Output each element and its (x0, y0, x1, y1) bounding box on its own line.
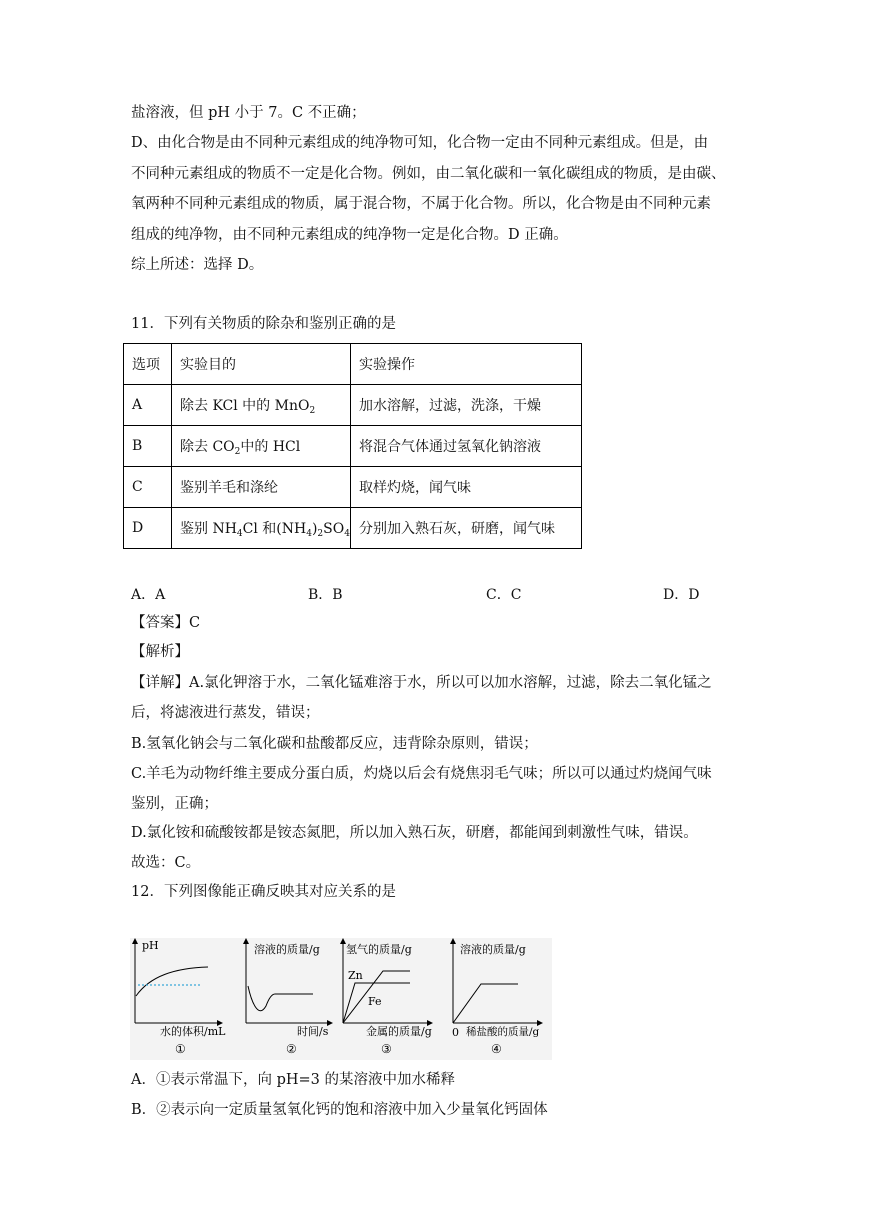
choice-d: D．D (663, 587, 700, 603)
choice-a: A．A (131, 587, 166, 603)
graph-number: ③ (381, 1042, 392, 1056)
origin-label: 0 (452, 1026, 459, 1039)
question-11-stem: 11．下列有关物质的除杂和鉴别正确的是 (131, 316, 396, 332)
option-b: B．②表示向一定质量氢氧化钙的饱和溶液中加入少量氧化钙固体 (131, 1102, 548, 1118)
choice-b: B．B (308, 587, 343, 603)
table-row (124, 467, 582, 508)
table-cell: 鉴别羊毛和涤纶 (172, 467, 351, 508)
x-label: 水的体积/mL (160, 1025, 226, 1038)
analysis-line: 【详解】A.氯化钾溶于水，二氧化锰难溶于水，所以可以加水溶解，过滤，除去二氧化锰之 (131, 675, 712, 691)
table-cell: 除去 $CO_2$中的 HCl (172, 426, 351, 467)
table-cell: 取样灼烧，闻气味 (350, 467, 581, 508)
answer: 【答案】C (131, 615, 201, 631)
zn-label: Zn (348, 969, 363, 982)
table-cell: 将混合气体通过氢氧化钠溶液 (350, 426, 581, 467)
analysis-line: 故选：C。 (131, 855, 201, 871)
table-cell: C (124, 467, 172, 508)
text-line: 氧两种不同种元素组成的物质，属于混合物，不属于化合物。所以，化合物是由不同种元素 (131, 196, 711, 212)
text-line: 盐溶液，但 pH 小于 7。C 不正确； (131, 105, 366, 121)
analysis-line: 后，将滤液进行蒸发，错误； (131, 705, 320, 721)
analysis-title: 【解析】 (131, 644, 189, 660)
table-header: 选项 (124, 344, 172, 385)
table-cell: B (124, 426, 172, 467)
text-line: 不同种元素组成的物质不一定是化合物。例如，由二氧化碳和一氧化碳组成的物质，是由碳、 (131, 166, 726, 182)
graph-number: ④ (491, 1042, 502, 1056)
y-label: pH (142, 939, 159, 952)
graph-number: ① (175, 1042, 186, 1056)
table-cell: A (124, 385, 172, 426)
table-header: 实验目的 (172, 344, 351, 385)
table-cell: 分别加入熟石灰，研磨，闻气味 (350, 508, 581, 549)
x-label: 金属的质量/g (366, 1025, 432, 1038)
x-label: 稀盐酸的质量/g (466, 1026, 540, 1038)
y-label: 溶液的质量/g (460, 943, 526, 956)
question-12-stem: 12．下列图像能正确反映其对应关系的是 (131, 884, 396, 900)
graph-number: ② (286, 1042, 297, 1056)
table-row (124, 385, 582, 426)
y-label: 溶液的质量/g (254, 943, 320, 956)
text-line: 综上所述：选择 D。 (131, 257, 264, 273)
options-table (123, 343, 582, 549)
table-cell: 鉴别 $NH_4Cl$ 和$(NH_4)_2SO_4$ (172, 508, 351, 549)
fe-label: Fe (368, 995, 382, 1008)
option-a: A．①表示常温下，向 pH=3 的某溶液中加水稀释 (131, 1072, 455, 1088)
table-cell: D (124, 508, 172, 549)
table-header: 实验操作 (350, 344, 581, 385)
table-row (124, 508, 582, 549)
x-label: 时间/s (297, 1025, 329, 1038)
table-cell: 除去 KCl 中的 MnO$_2$ (172, 385, 351, 426)
y-label: 氢气的质量/g (346, 943, 412, 956)
analysis-line: D.氯化铵和硫酸铵都是铵态氮肥，所以加入熟石灰，研磨，都能闻到刺激性气味，错误。 (131, 825, 698, 841)
table-cell: 加水溶解，过滤，洗涤，干燥 (350, 385, 581, 426)
analysis-line: B.氢氧化钠会与二氧化碳和盐酸都反应，违背除杂原则，错误； (131, 736, 538, 752)
analysis-line: 鉴别，正确； (131, 796, 218, 812)
table-row (124, 426, 582, 467)
choice-c: C．C (486, 587, 522, 603)
text-line: 组成的纯净物，由不同种元素组成的纯净物一定是化合物。D 正确。 (131, 227, 568, 243)
graphs-svg (130, 938, 552, 1060)
table-header-row (124, 344, 582, 385)
graphs-figure (130, 938, 552, 1060)
text-line: D、由化合物是由不同种元素组成的纯净物可知，化合物一定由不同种元素组成。但是，由 (131, 135, 709, 151)
analysis-line: C.羊毛为动物纤维主要成分蛋白质，灼烧以后会有烧焦羽毛气味；所以可以通过灼烧闻气味 (131, 766, 712, 782)
